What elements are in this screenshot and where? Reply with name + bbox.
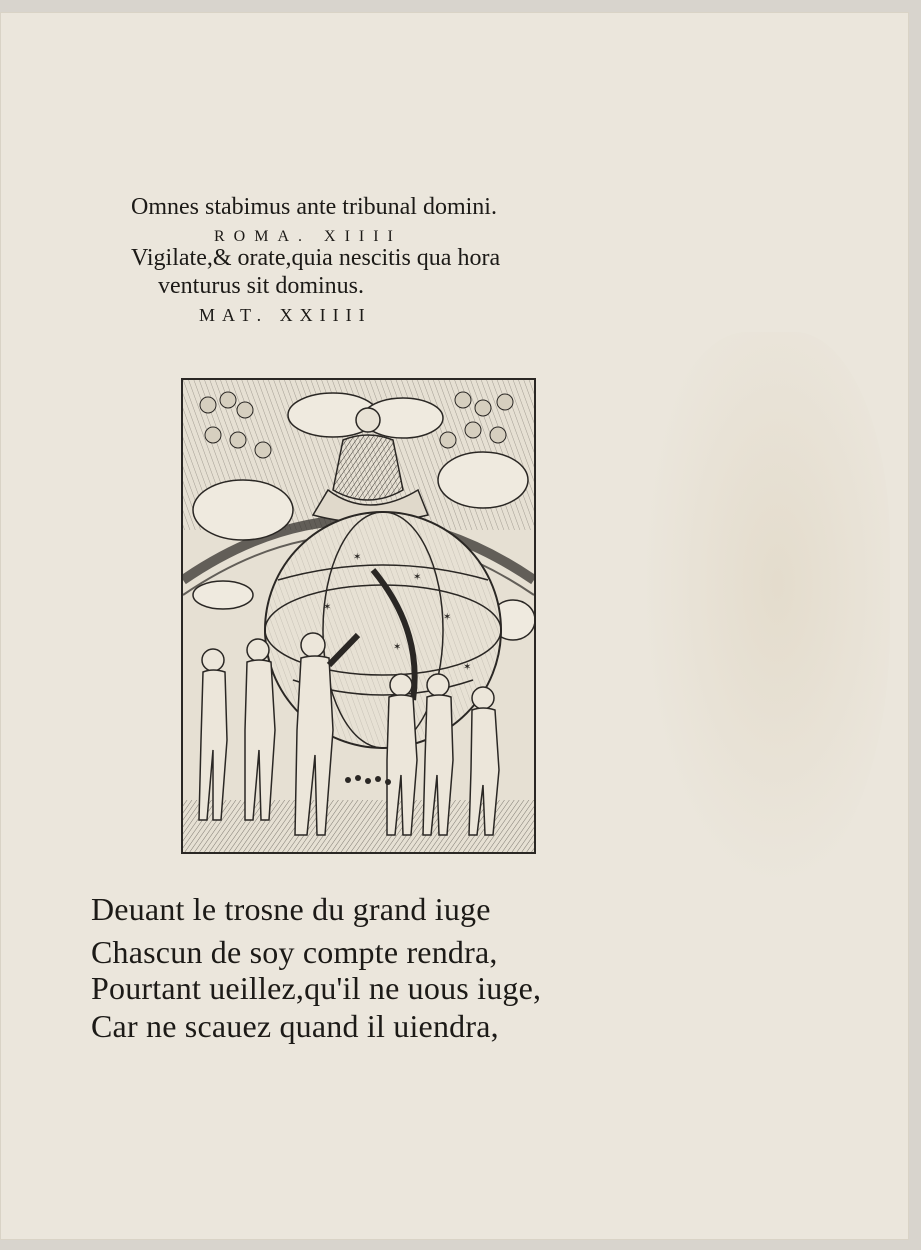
verse-line-3: Pourtant ueillez,qu'il ne uous iuge, bbox=[91, 970, 542, 1006]
svg-text:✶: ✶ bbox=[393, 642, 402, 653]
woodcut-last-judgment-image bbox=[181, 378, 536, 854]
verse-line-1: Deuant le trosne du grand iuge bbox=[91, 891, 491, 927]
scripture-line-2: Vigilate,& orate,quia nescitis qua hora bbox=[131, 245, 501, 271]
water-stain bbox=[640, 332, 890, 892]
svg-text:✶: ✶ bbox=[413, 572, 422, 583]
woodcut-drawing bbox=[183, 380, 534, 852]
svg-text:✶: ✶ bbox=[353, 552, 362, 563]
svg-text:✶: ✶ bbox=[323, 602, 332, 613]
scripture-reference-2: MAT. XXIIII bbox=[199, 305, 372, 325]
scripture-reference-1: ROMA. XIIII bbox=[214, 228, 402, 245]
verse-line-4: Car ne scauez quand il uiendra, bbox=[91, 1008, 499, 1044]
svg-text:✶: ✶ bbox=[443, 612, 452, 623]
scripture-line-3: venturus sit dominus. bbox=[158, 273, 365, 299]
svg-text:✶: ✶ bbox=[463, 662, 472, 673]
verse-line-2: Chascun de soy compte rendra, bbox=[91, 934, 498, 970]
scripture-line-1: Omnes stabimus ante tribunal domini. bbox=[131, 194, 497, 220]
